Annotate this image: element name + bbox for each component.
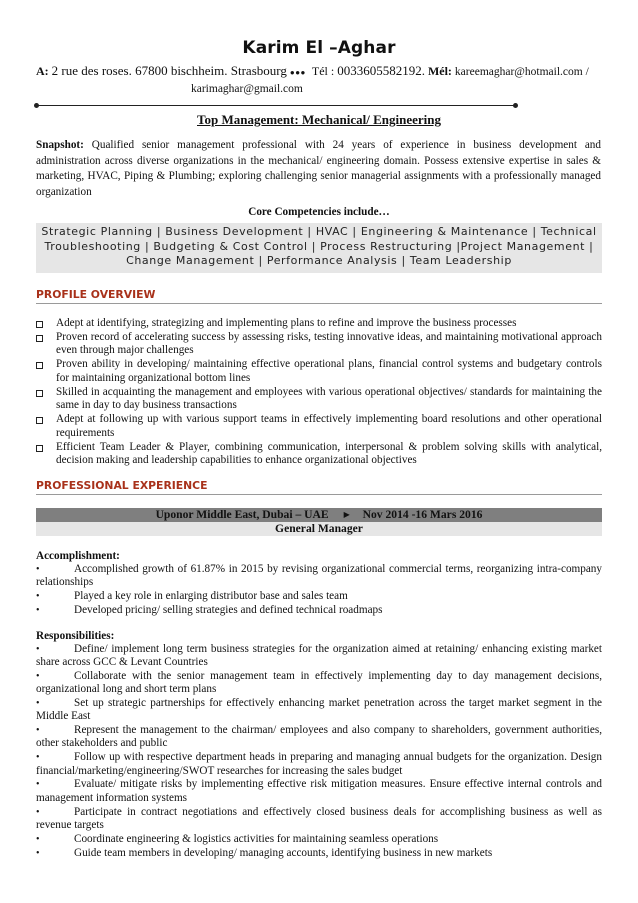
phone-number: 0033605582192.	[337, 63, 425, 78]
list-item-text: Collaborate with the senior management team in effectively implementing day to day management decisions, organizational long and short term plans	[36, 670, 602, 696]
email-primary[interactable]: kareemaghar@hotmail.com /	[454, 66, 589, 78]
core-line: Troubleshooting | Budgeting & Cost Control | Process Restructuring |Project Management |	[44, 239, 594, 253]
list-item-text: Guide team members in developing/ managing accounts, identifying business in new markets	[74, 846, 493, 859]
list-item-text: Evaluate/ mitigate risks by implementing effective risk mitigation measures. Ensure effective internal controls and management information systems	[36, 778, 602, 804]
list-item	[36, 806, 602, 832]
separator-dots: ●●●	[289, 68, 306, 77]
list-item	[36, 697, 602, 723]
bullet-icon: •	[36, 698, 40, 710]
list-item	[36, 331, 602, 358]
core-competencies-title: Core Competencies include…	[248, 206, 390, 218]
email-secondary[interactable]: karimaghar@gmail.com	[191, 83, 303, 95]
bullet-icon: •	[36, 752, 40, 764]
bullet-icon: •	[36, 833, 40, 845]
list-item-text: Proven ability in developing/ maintaining effective operational plans, financial control systems and budgetary controls for maintaining organizational bottom lines	[56, 358, 602, 384]
checkbox-bullet-icon	[36, 321, 43, 328]
core-competencies-text	[40, 225, 598, 269]
profile-overview-heading: PROFILE OVERVIEW	[36, 288, 602, 304]
headline: Top Management: Mechanical/ Engineering	[197, 112, 441, 127]
bullet-icon: •	[36, 564, 40, 575]
list-item-text: Set up strategic partnerships for effectively enhancing market penetration across the target market segment in the Middle East	[36, 697, 602, 723]
responsibilities-list	[36, 643, 602, 860]
company-name: Uponor Middle East, Dubai – UAE	[155, 508, 329, 521]
list-item-text: Adept at following up with various support teams in effectively implementing board resolutions and other operational requirements	[56, 413, 602, 439]
bullet-icon: •	[36, 644, 40, 655]
core-line: Strategic Planning | Business Development | HVAC | Engineering & Maintenance | Technical	[41, 225, 597, 238]
list-item-text: Skilled in acquainting the management and employees with various operational objectives/ standards for maintaining the same in day to day business transactions	[56, 385, 602, 412]
list-item	[36, 590, 602, 603]
list-item-text: Played a key role in enlarging distributor base and sales team	[74, 590, 348, 603]
address-text: 2 rue des roses. 67800 bischheim. Strasbourg	[51, 63, 287, 78]
accomplishment-list	[36, 563, 602, 618]
divider-dot-left	[34, 103, 39, 108]
snapshot-paragraph	[36, 138, 601, 200]
header-divider	[36, 105, 516, 106]
list-item-text: Participate in contract negotiations and effectively closed business deals for accomplishing business as well as revenue targets	[36, 805, 602, 831]
list-item	[36, 317, 602, 331]
checkbox-bullet-icon	[36, 335, 43, 342]
bullet-icon: •	[36, 806, 40, 818]
accomplishment-heading: Accomplishment:	[36, 550, 120, 562]
core-competencies-box	[36, 223, 602, 273]
list-item	[36, 724, 602, 750]
bullet-icon: •	[36, 671, 40, 683]
checkbox-bullet-icon	[36, 445, 43, 452]
list-item	[36, 604, 602, 617]
list-item	[36, 386, 602, 413]
job-title: General Manager	[36, 522, 602, 536]
list-item-text: Efficient Team Leader & Player, combining communication, interpersonal & problem solving skills with analytical, decision making and leadership capabilities to enhance organizational objectives	[56, 440, 602, 467]
checkbox-bullet-icon	[36, 362, 43, 369]
arrow-right-icon: ▶	[343, 510, 350, 519]
responsibilities-heading: Responsibilities:	[36, 630, 115, 642]
list-item	[36, 643, 602, 669]
list-item-text: Developed pricing/ selling strategies and defined technical roadmaps	[74, 603, 383, 616]
list-item	[36, 751, 602, 777]
profile-list	[36, 317, 602, 468]
snapshot-label: Snapshot:	[36, 139, 84, 151]
list-item	[36, 563, 602, 589]
list-item-text: Accomplished growth of 61.87% in 2015 by revising organizational commercial terms, reorganizing intra-company relationships	[36, 563, 602, 589]
bullet-icon: •	[36, 725, 40, 737]
candidate-name: Karim El –Aghar	[242, 38, 396, 58]
bullet-icon: •	[36, 779, 40, 791]
job-dates: Nov 2014 -16 Mars 2016	[362, 508, 483, 521]
email-label: Mél:	[427, 64, 452, 78]
divider-dot-right	[513, 103, 518, 108]
address-label: A:	[36, 64, 49, 78]
bullet-icon: •	[36, 847, 40, 859]
bullet-icon: •	[36, 591, 40, 603]
professional-experience-heading: PROFESSIONAL EXPERIENCE	[36, 479, 602, 495]
snapshot-text: Qualified senior management professional with 24 years of experience in business development and administration across diverse organizations in the mechanical/ engineering domain. Possess extensive expertise in sales & marketing, HVAC, Piping & Plumbing; exploring challenging senior managerial assignments with a professionally managed organization	[36, 139, 601, 198]
list-item	[36, 847, 602, 860]
list-item-text: Adept at identifying, strategizing and implementing plans to refine and improve the business processes	[56, 317, 517, 329]
list-item	[36, 778, 602, 804]
list-item-text: Follow up with respective department heads in preparing and managing annual budgets for the organization. Design financial/marketing/engineering/SWOT researches for increasing the sales budget	[36, 751, 602, 777]
checkbox-bullet-icon	[36, 390, 43, 397]
list-item	[36, 358, 602, 385]
core-line: Change Management | Performance Analysis | Team Leadership	[126, 254, 512, 267]
list-item	[36, 413, 602, 440]
contact-block	[36, 63, 604, 97]
list-item	[36, 441, 602, 468]
bullet-icon: •	[36, 604, 40, 616]
phone-label: Tél :	[311, 64, 335, 78]
list-item-text: Proven record of accelerating success by assessing risks, testing innovative ideas, and maintaining motivational approach even through major challenges	[56, 330, 602, 357]
checkbox-bullet-icon	[36, 417, 43, 424]
list-item-text: Define/ implement long term business strategies for the organization aimed at retaining/ enhancing existing market share across GCC & Levant Countries	[36, 643, 602, 669]
list-item-text: Coordinate engineering & logistics activities for maintaining seamless operations	[74, 832, 439, 845]
list-item	[36, 670, 602, 696]
job-header-bar	[36, 508, 602, 522]
list-item-text: Represent the management to the chairman/ employees and also company to shareholders, government authorities, other stakeholders and public	[36, 724, 602, 750]
list-item	[36, 833, 602, 846]
